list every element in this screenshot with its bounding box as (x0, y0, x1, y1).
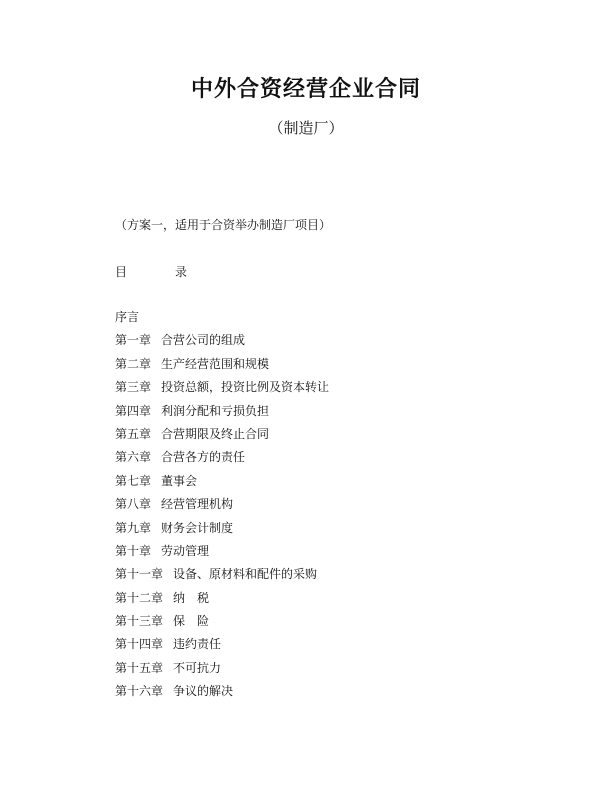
chapter-number: 第十五章 (115, 660, 164, 675)
chapter-number: 第十一章 (115, 567, 164, 582)
toc-item (115, 683, 329, 706)
toc-heading (115, 263, 187, 280)
toc-item (115, 356, 329, 379)
chapter-title: 利润分配和亏损负担 (161, 403, 270, 418)
chapter-title: 纳 税 (173, 590, 210, 605)
chapter-title: 投资总额，投资比例及资本转让 (161, 380, 330, 395)
document-subtitle: （制造厂） (268, 119, 344, 137)
chapter-title: 董事会 (161, 473, 198, 488)
chapter-title: 劳动管理 (161, 543, 210, 558)
toc-item (115, 613, 329, 636)
table-of-contents (115, 309, 329, 707)
chapter-number: 第九章 (115, 520, 152, 535)
chapter-title: 经营管理机构 (161, 497, 234, 512)
chapter-title: 合营期限及终止合同 (161, 426, 270, 441)
chapter-number: 第一章 (115, 333, 152, 348)
chapter-number: 第五章 (115, 426, 152, 441)
chapter-number: 第六章 (115, 450, 152, 465)
chapter-title: 设备、原材料和配件的采购 (173, 567, 318, 582)
toc-item (115, 496, 329, 519)
toc-item (115, 426, 329, 449)
chapter-number: 第四章 (115, 403, 152, 418)
toc-item (115, 403, 329, 426)
toc-item (115, 379, 329, 402)
document-title: 中外合资经营企业合同 (190, 77, 421, 102)
toc-item (115, 520, 329, 543)
chapter-title: 财务会计制度 (161, 520, 234, 535)
toc-item (115, 473, 329, 496)
toc-item (115, 660, 329, 683)
toc-item-preface (115, 309, 329, 332)
toc-item (115, 636, 329, 659)
toc-heading-right: 录 (175, 265, 188, 279)
chapter-number: 第十章 (115, 543, 152, 558)
chapter-title: 合营公司的组成 (161, 333, 246, 348)
chapter-number: 第十四章 (115, 637, 164, 652)
toc-preface-label: 序言 (115, 310, 140, 324)
toc-item (115, 590, 329, 613)
toc-item (115, 332, 329, 355)
chapter-title: 违约责任 (173, 637, 222, 652)
chapter-title: 生产经营范围和规模 (161, 356, 270, 371)
chapter-number: 第七章 (115, 473, 152, 488)
scheme-note: （方案一，适用于合资举办制造厂项目） (115, 218, 332, 232)
chapter-title: 不可抗力 (173, 660, 222, 675)
chapter-number: 第三章 (115, 380, 152, 395)
toc-item (115, 449, 329, 472)
chapter-number: 第八章 (115, 497, 152, 512)
toc-item (115, 566, 329, 589)
chapter-number: 第十二章 (115, 590, 164, 605)
chapter-number: 第十六章 (115, 684, 164, 699)
toc-item (115, 543, 329, 566)
chapter-number: 第十三章 (115, 614, 164, 629)
chapter-title: 保 险 (173, 614, 210, 629)
toc-heading-left: 目 (115, 265, 128, 279)
chapter-number: 第二章 (115, 356, 152, 371)
chapter-title: 争议的解决 (173, 684, 234, 699)
chapter-title: 合营各方的责任 (161, 450, 246, 465)
